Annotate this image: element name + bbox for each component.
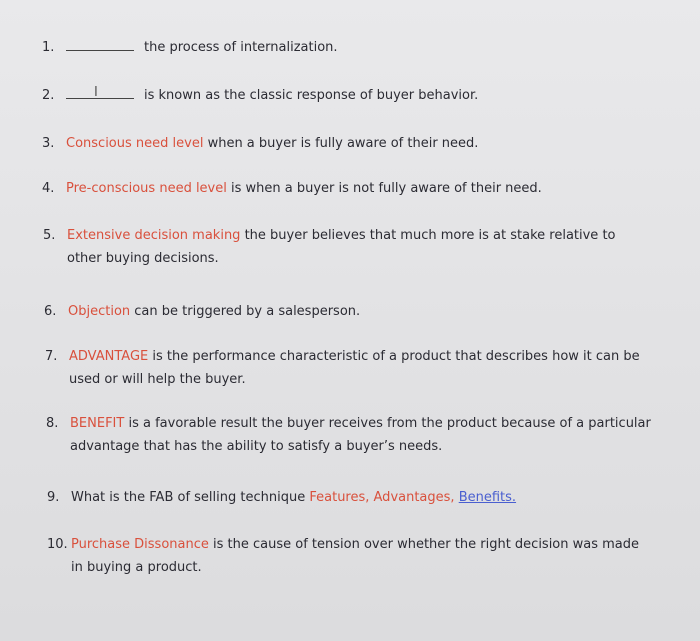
item-number: 10. [47,537,68,552]
answer-blank[interactable] [66,37,134,51]
question-5 [43,224,616,270]
text-cursor-icon: I [94,85,98,100]
item-number: 3. [42,136,55,151]
item-text: can be triggered by a salesperson. [130,304,361,319]
item-number: 6. [44,304,57,319]
item-number: 2. [42,88,55,103]
item-text: What is the FAB of selling technique [71,490,310,505]
answer-term: Features, Advantages, [309,490,459,505]
item-number: 5. [43,228,56,243]
item-number: 7. [45,349,58,364]
question-9 [47,486,516,509]
answer-term: ADVANTAGE [69,349,149,364]
item-text-continued: used or will help the buyer. [69,372,246,387]
item-number: 8. [46,416,59,431]
item-text: when a buyer is fully aware of their need. [203,136,479,151]
question-2 [42,84,478,107]
item-text: the buyer believes that much more is at stake relative to [240,228,616,243]
item-text: is the performance characteristic of a product that describes how it can be [148,349,640,364]
question-7 [45,345,640,391]
item-text-continued: advantage that has the ability to satisfy a buyer’s needs. [70,439,443,454]
answer-term: Objection [68,304,131,319]
item-number: 1. [42,40,55,55]
item-text-continued: other buying decisions. [67,251,219,266]
item-text: is the cause of tension over whether the right decision was made [208,537,640,552]
item-text: is when a buyer is not fully aware of their need. [226,181,542,196]
question-8 [46,412,651,458]
answer-term: Pre-conscious need level [66,181,227,196]
answer-term-underlined[interactable]: Benefits. [458,490,517,505]
question-1 [42,36,338,59]
item-text: the process of internalization. [144,40,338,55]
item-number: 9. [47,490,60,505]
question-6 [44,300,360,323]
item-text: is a favorable result the buyer receives from the product because of a particular [124,416,651,431]
answer-blank[interactable] [66,85,134,99]
answer-term: Purchase Dissonance [71,537,209,552]
question-3 [42,132,478,155]
answer-term: BENEFIT [70,416,125,431]
answer-term: Conscious need level [66,136,204,151]
question-10 [47,533,639,579]
item-number: 4. [42,181,55,196]
question-4 [42,177,542,200]
item-text: is known as the classic response of buyer behavior. [144,88,479,103]
item-text-continued: in buying a product. [71,560,202,575]
answer-term: Extensive decision making [67,228,241,243]
